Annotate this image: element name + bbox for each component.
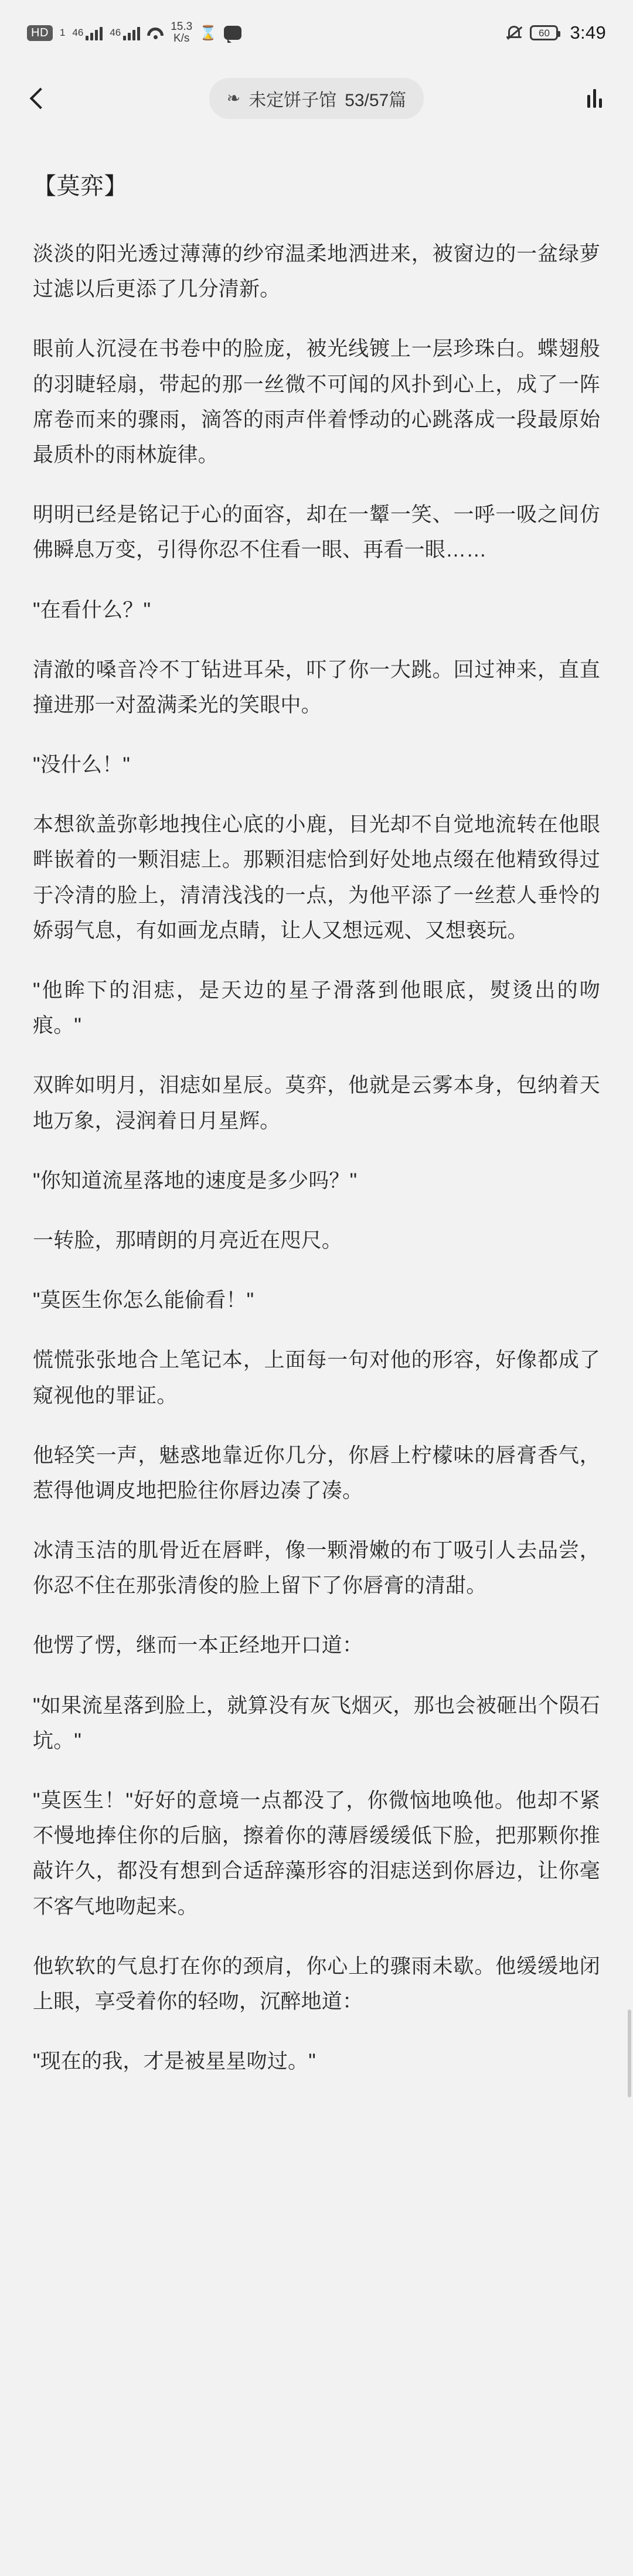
hd-badge: HD (27, 25, 53, 41)
paragraph: "莫医生你怎么能偷看！" (33, 1289, 254, 1312)
paragraph: 双眸如明月，泪痣如星辰。莫弈，他就是云雾本身，包纳着天地万象，浸润着日月星辉。 (33, 1074, 600, 1132)
paragraph: 明明已经是铭记于心的面容，却在一颦一笑、一呼一吸之间仿佛瞬息万变，引得你忍不住看一眼、再看一眼…… (33, 503, 600, 562)
status-bar-right (506, 22, 606, 43)
hourglass-icon: ⌛ (199, 25, 217, 41)
equalizer-icon (587, 89, 602, 108)
paragraph: 一转脸，那晴朗的月亮近在咫尺。 (33, 1229, 343, 1252)
status-bar-left (27, 21, 241, 45)
paragraph: 眼前人沉浸在书卷中的脸庞，被光线镀上一层珍珠白。蝶翅般的羽睫轻扇，带起的那一丝微不可闻的风扑到心上，成了一阵席卷而来的骤雨，滴答的雨声伴着悸动的心跳落成一段最原始最质朴的雨林旋律。 (33, 337, 600, 466)
network-speed-value: 15.3 (171, 21, 193, 33)
reader-settings-button[interactable] (576, 80, 613, 117)
paragraph: "现在的我，才是被星星吻过。" (33, 2050, 316, 2073)
paragraph: "你知道流星落地的速度是多少吗？" (33, 1169, 358, 1192)
reader-content (0, 131, 633, 2576)
signal-1-label: 46 (72, 27, 84, 38)
scrollbar-thumb[interactable] (628, 2009, 631, 2097)
paragraph: 他轻笑一声，魅惑地靠近你几分，你唇上柠檬味的唇膏香气，惹得他调皮地把脸往你唇边凑了凑。 (33, 1444, 600, 1502)
paragraph: "如果流星落到脸上，就算没有灰飞烟灭，那也会被砸出个陨石坑。" (33, 1694, 600, 1752)
paragraph: 本想欲盖弥彰地拽住心底的小鹿，目光却不自觉地流转在他眼畔嵌着的一颗泪痣上。那颗泪痣恰到好处地点缀在他精致得过于冷清的脸上，清清浅浅的一点，为他平添了一丝惹人垂怜的娇弱气息，有如画龙点睛，让人又想远观、又想亵玩。 (33, 813, 600, 942)
hd-superscript: 1 (59, 27, 66, 38)
paragraph: 冰清玉洁的肌骨近在唇畔，像一颗滑嫩的布丁吸引人去品尝，你忍不住在那张清俊的脸上留下了你唇膏的清甜。 (33, 1539, 600, 1598)
signal-bars-2-icon (123, 25, 140, 40)
chapter-progress: 53/57篇 (345, 91, 407, 110)
network-speed (171, 21, 192, 45)
paragraph: 他软软的气息打在你的颈肩，你心上的骤雨未歇。他缓缓地闭上眼，享受着你的轻吻，沉醉地道： (33, 1954, 600, 2013)
book-title-chip[interactable] (209, 78, 424, 119)
paragraph: "在看什么？" (33, 598, 151, 622)
status-bar-clock: 3:49 (570, 22, 606, 43)
signal-bars-1-icon (86, 25, 103, 40)
paragraph: 清澈的嗓音冷不丁钻进耳朵，吓了你一大跳。回过神来，直直撞进那一对盈满柔光的笑眼中。 (33, 658, 600, 716)
chat-bubble-icon (224, 26, 241, 40)
book-title: 未定饼子馆 (249, 91, 337, 110)
back-button[interactable] (20, 80, 57, 117)
paragraph: 慌慌张张地合上笔记本，上面每一句对他的形容，好像都成了窥视他的罪证。 (33, 1349, 600, 1407)
back-chevron-icon (30, 88, 52, 110)
paragraph: 淡淡的阳光透过薄薄的纱帘温柔地洒进来，被窗边的一盆绿萝过滤以后更添了几分清新。 (33, 243, 600, 301)
nav-center (57, 78, 576, 119)
book-stack-icon: ❧ (226, 89, 241, 107)
paragraph: "他眸下的泪痣，是天边的星子滑落到他眼底，熨烫出的吻痕。" (33, 979, 600, 1038)
battery-level: 60 (538, 27, 550, 39)
chapter-title: 【莫弈】 (33, 173, 128, 199)
paragraph: "没什么！" (33, 753, 131, 777)
signal-group-2 (110, 25, 140, 40)
signal-group-1 (72, 25, 103, 40)
status-bar (0, 0, 633, 66)
wifi-icon (147, 26, 164, 39)
paragraph: "莫医生！"好好的意境一点都没了，你微恼地唤他。他却不紧不慢地捧住你的后脑，擦着你的薄唇缓缓低下脸，把那颗你推敲许久，都没有想到合适辞藻形容的泪痣送到你唇边，让你毫不客气地吻起来。 (33, 1789, 600, 1918)
paragraph: 他愣了愣，继而一本正经地开口道： (33, 1634, 363, 1657)
network-speed-unit: K/s (173, 32, 190, 45)
battery-indicator (530, 25, 558, 40)
signal-2-label: 46 (110, 27, 121, 38)
top-nav-bar (0, 66, 633, 131)
bell-muted-icon (506, 25, 522, 41)
